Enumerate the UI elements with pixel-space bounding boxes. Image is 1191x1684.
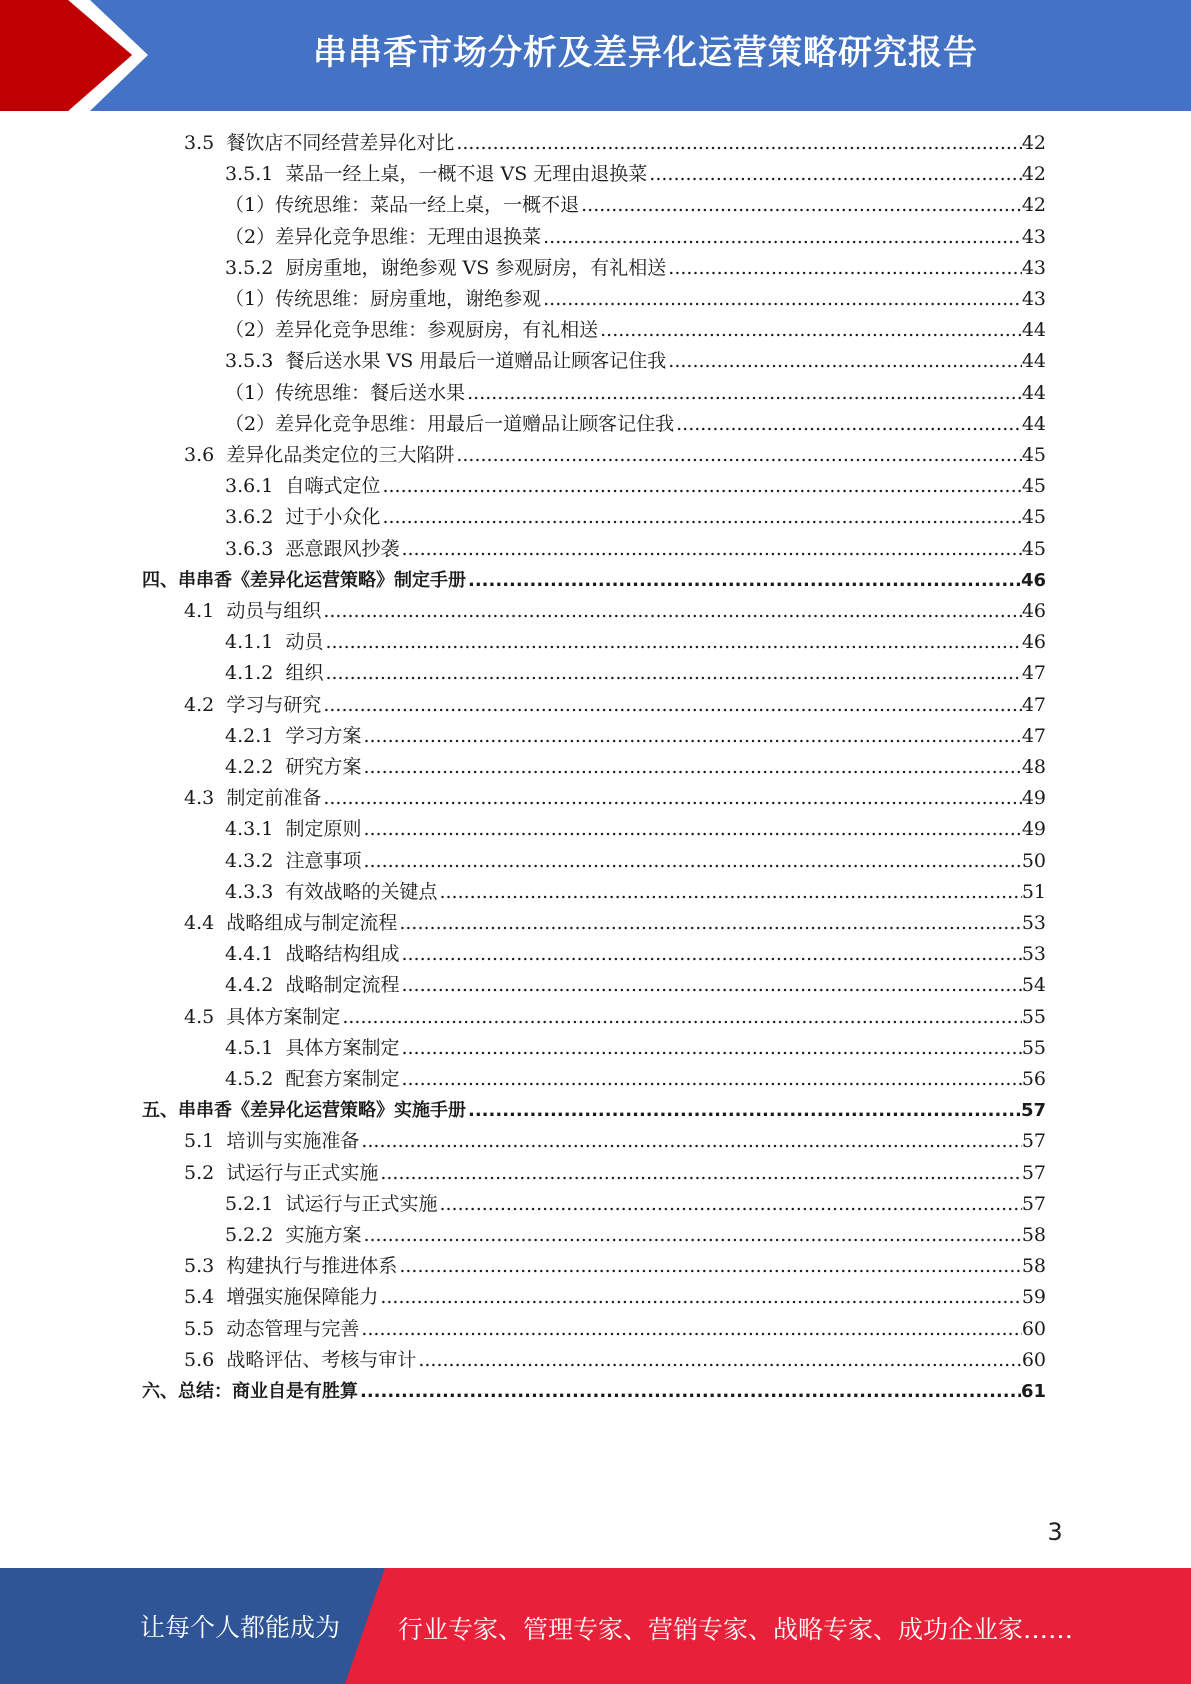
toc-entry-number: 4.3.2 (225, 849, 274, 872)
toc-entry[interactable] (225, 315, 1046, 346)
toc-entry-gap (273, 939, 285, 970)
toc-dot-leader (454, 440, 1021, 471)
toc-entry-gap (273, 877, 285, 908)
toc-entry-page: 59 (1021, 1286, 1046, 1309)
toc-entry-title: 战略结构组成 (285, 943, 400, 966)
toc-dot-leader (541, 222, 1022, 253)
toc-entry-title: 过于小众化 (285, 506, 381, 529)
toc-entry-page: 45 (1021, 444, 1046, 466)
toc-entry-page: 57 (1021, 1130, 1046, 1153)
toc-entry-page: 47 (1021, 724, 1046, 747)
toc-entry-page: 42 (1021, 132, 1046, 154)
toc-entry-page: 50 (1021, 849, 1046, 872)
toc-entry[interactable] (225, 1064, 1046, 1095)
toc-dot-leader (647, 159, 1022, 190)
toc-entry-gap (273, 253, 285, 284)
toc-entry-number: 4.3.3 (225, 880, 274, 903)
toc-entry-title: 动态管理与完善 (226, 1317, 360, 1340)
toc-entry-page: 55 (1021, 1036, 1046, 1059)
toc-entry-page: 44 (1021, 350, 1046, 373)
toc-entry-gap (214, 596, 226, 627)
toc-dot-leader (666, 346, 1022, 377)
toc-entry[interactable] (225, 814, 1046, 845)
toc-entry-title: 恶意跟风抄袭 (285, 537, 400, 560)
toc-entry[interactable] (184, 1126, 1046, 1157)
toc-entry-gap (273, 534, 285, 565)
toc-entry-title: 餐饮店不同经营差异化对比 (226, 132, 455, 154)
toc-entry-page: 60 (1021, 1317, 1046, 1340)
toc-entry-page: 43 (1021, 225, 1046, 248)
toc-entry[interactable] (225, 502, 1046, 533)
toc-entry-page: 45 (1021, 506, 1046, 529)
toc-dot-leader (541, 284, 1022, 315)
toc-entry-title: 学习与研究 (226, 693, 322, 716)
toc-entry-gap (214, 1126, 226, 1157)
toc-entry-page: 44 (1021, 381, 1046, 404)
toc-entry[interactable] (225, 1220, 1046, 1251)
toc-entry-number: 五、 (142, 1100, 178, 1122)
toc-entry-page: 51 (1021, 880, 1046, 903)
toc-entry-number: （1） (225, 194, 276, 217)
toc-entry[interactable] (225, 752, 1046, 783)
toc-entry-title: 战略制定流程 (285, 974, 400, 997)
toc-dot-leader (359, 1126, 1021, 1157)
toc-entry-title: 动员 (285, 631, 324, 654)
toc-entry-number: 3.6.3 (225, 537, 274, 560)
toc-entry-number: 3.6.1 (225, 475, 274, 498)
toc-entry[interactable] (184, 440, 1046, 471)
toc-entry-gap (214, 1345, 226, 1376)
toc-entry-gap (214, 128, 226, 159)
toc-entry-number: 3.5 (184, 132, 215, 154)
toc-entry[interactable] (184, 1158, 1046, 1189)
toc-entry-page: 48 (1021, 756, 1046, 778)
toc-dot-leader (465, 378, 1022, 409)
toc-entry-page: 44 (1021, 412, 1046, 435)
toc-entry-number: 四、 (142, 569, 178, 591)
toc-entry-title: 注意事项 (285, 849, 362, 872)
toc-entry-page: 58 (1021, 1224, 1046, 1246)
toc-dot-leader (361, 1220, 1021, 1251)
toc-entry[interactable] (184, 128, 1046, 159)
toc-entry[interactable] (184, 783, 1046, 814)
toc-entry-page: 47 (1021, 662, 1046, 685)
toc-entry[interactable] (184, 596, 1046, 627)
toc-dot-leader (399, 1064, 1021, 1095)
toc-entry-number: 3.6 (184, 444, 215, 466)
toc-entry-number: 4.4.2 (225, 974, 274, 997)
toc-entry[interactable] (225, 409, 1046, 440)
toc-entry-title: 培训与实施准备 (226, 1130, 360, 1153)
toc-entry-number: 4.4 (184, 912, 215, 934)
toc-entry-number: 4.4.1 (225, 943, 274, 966)
toc-entry-gap (273, 721, 285, 752)
toc-entry[interactable] (225, 190, 1046, 221)
toc-entry[interactable] (225, 284, 1046, 315)
toc-dot-leader (358, 1376, 1021, 1407)
toc-entry-page: 57 (1020, 1100, 1046, 1122)
toc-entry-number: 4.5.2 (225, 1068, 274, 1090)
toc-entry-page: 53 (1021, 912, 1046, 934)
toc-entry[interactable] (225, 471, 1046, 502)
toc-entry-page: 46 (1021, 600, 1046, 622)
footer-slogan-left: 让每个人都能成为 (140, 1613, 341, 1642)
toc-dot-leader (321, 690, 1021, 721)
toc-entry-number: 六、 (142, 1381, 178, 1402)
toc-entry[interactable] (184, 1002, 1046, 1033)
toc-entry-number: 5.4 (184, 1286, 215, 1309)
toc-entry-page: 53 (1021, 943, 1046, 966)
toc-entry-title: 差异化品类定位的三大陷阱 (226, 444, 455, 466)
toc-dot-leader (321, 596, 1021, 627)
toc-entry-title: 总结：商业自是有胜算 (178, 1381, 358, 1402)
toc-entry-gap (273, 471, 285, 502)
toc-entry[interactable] (225, 534, 1046, 565)
toc-entry-title: 串串香《差异化运营策略》实施手册 (178, 1100, 466, 1122)
toc-entry-number: （1） (225, 288, 276, 310)
toc-entry-title: 串串香《差异化运营策略》制定手册 (178, 569, 466, 591)
toc-entry-title: 差异化竞争思维：参观厨房，有礼相送 (275, 319, 599, 342)
toc-entry-gap (273, 1189, 285, 1220)
toc-entry-page: 55 (1021, 1005, 1046, 1028)
toc-entry-number: 4.3.1 (225, 818, 274, 841)
toc-entry-page: 61 (1020, 1381, 1046, 1402)
toc-entry[interactable] (184, 1345, 1046, 1376)
toc-entry-title: 具体方案制定 (226, 1005, 341, 1028)
toc-entry-gap (273, 502, 285, 533)
toc-entry-gap (273, 970, 285, 1001)
toc-entry-number: 3.6.2 (225, 506, 274, 529)
toc-entry[interactable] (142, 1376, 1046, 1407)
toc-entry-title: 具体方案制定 (285, 1036, 400, 1059)
toc-dot-leader (361, 752, 1021, 783)
toc-entry-number: （2） (225, 412, 276, 435)
toc-entry[interactable] (225, 846, 1046, 877)
page-number: 3 (1047, 1518, 1063, 1546)
toc-entry-number: （2） (225, 319, 276, 342)
toc-entry[interactable] (225, 939, 1046, 970)
toc-entry[interactable] (225, 721, 1046, 752)
document-title: 串串香市场分析及差异化运营策略研究报告 (313, 33, 978, 73)
toc-entry-gap (273, 627, 285, 658)
toc-entry-title: 战略评估、考核与审计 (226, 1348, 417, 1371)
toc-entry-gap (273, 1033, 285, 1064)
toc-entry-number: 3.5.3 (225, 350, 274, 373)
toc-entry[interactable] (225, 159, 1046, 190)
toc-entry-number: 4.2 (184, 693, 215, 716)
toc-entry-number: 4.1.2 (225, 662, 274, 685)
toc-entry-title: 菜品一经上桌，一概不退 VS 无理由退换菜 (285, 163, 648, 186)
toc-entry-page: 57 (1021, 1192, 1046, 1215)
toc-entry-page: 49 (1021, 787, 1046, 810)
toc-entry-page: 49 (1021, 818, 1046, 841)
toc-entry-gap (214, 1282, 226, 1313)
toc-entry-gap (214, 783, 226, 814)
toc-dot-leader (321, 783, 1021, 814)
toc-entry-title: 制定原则 (285, 818, 362, 841)
toc-entry[interactable] (184, 690, 1046, 721)
toc-entry-number: 4.1 (184, 600, 215, 622)
toc-entry-gap (214, 690, 226, 721)
toc-entry-number: （2） (225, 225, 276, 248)
toc-entry-gap (273, 814, 285, 845)
toc-entry-title: 构建执行与推进体系 (226, 1255, 398, 1278)
toc-entry-number: 5.2 (184, 1161, 215, 1184)
toc-entry-gap (214, 1314, 226, 1345)
toc-entry-gap (214, 908, 226, 939)
toc-entry-title: 差异化竞争思维：无理由退换菜 (275, 225, 542, 248)
toc-entry-page: 47 (1021, 693, 1046, 716)
toc-entry-title: 自嗨式定位 (285, 475, 381, 498)
toc-dot-leader (361, 814, 1021, 845)
toc-entry-title: 传统思维：厨房重地，谢绝参观 (275, 288, 542, 310)
toc-dot-leader (378, 1158, 1021, 1189)
toc-entry[interactable] (184, 1282, 1046, 1313)
toc-dot-leader (380, 471, 1021, 502)
toc-entry-number: 4.5 (184, 1005, 215, 1028)
toc-entry-page: 43 (1021, 256, 1046, 279)
toc-entry-title: 传统思维：菜品一经上桌，一概不退 (275, 194, 580, 217)
toc-entry-gap (273, 1064, 285, 1095)
toc-entry[interactable] (225, 627, 1046, 658)
toc-entry-title: 试运行与正式实施 (226, 1161, 379, 1184)
toc-entry[interactable] (225, 253, 1046, 284)
toc-entry-number: （1） (225, 381, 276, 404)
toc-entry-title: 有效战略的关键点 (285, 880, 438, 903)
toc-dot-leader (323, 658, 1021, 689)
toc-entry-number: 4.5.1 (225, 1036, 274, 1059)
toc-dot-leader (399, 534, 1021, 565)
toc-entry-number: 4.3 (184, 787, 215, 810)
toc-dot-leader (397, 908, 1021, 939)
toc-entry[interactable] (142, 1095, 1046, 1126)
toc-entry-number: 5.2.1 (225, 1192, 274, 1215)
toc-entry-page: 46 (1021, 631, 1046, 654)
toc-entry-gap (214, 440, 226, 471)
toc-entry-number: 5.3 (184, 1255, 215, 1278)
toc-dot-leader (466, 1095, 1021, 1126)
toc-dot-leader (437, 1189, 1021, 1220)
toc-entry-title: 制定前准备 (226, 787, 322, 810)
toc-entry-gap (214, 1158, 226, 1189)
toc-entry-title: 学习方案 (285, 724, 362, 747)
toc-entry-gap (214, 1002, 226, 1033)
toc-entry[interactable] (184, 1314, 1046, 1345)
toc-entry-page: 54 (1021, 974, 1046, 997)
toc-entry-gap (214, 1251, 226, 1282)
toc-entry-page: 42 (1021, 163, 1046, 186)
toc-entry-gap (273, 752, 285, 783)
toc-entry[interactable] (225, 658, 1046, 689)
toc-entry-gap (273, 1220, 285, 1251)
toc-entry-title: 战略组成与制定流程 (226, 912, 398, 934)
toc-entry-gap (273, 658, 285, 689)
toc-entry[interactable] (184, 1251, 1046, 1282)
toc-entry[interactable] (225, 222, 1046, 253)
toc-entry-number: 4.2.2 (225, 756, 274, 778)
toc-entry-page: 44 (1021, 319, 1046, 342)
toc-entry-title: 餐后送水果 VS 用最后一道赠品让顾客记住我 (285, 350, 667, 373)
toc-entry[interactable] (225, 346, 1046, 377)
page-footer (0, 1568, 1191, 1684)
toc-entry-title: 增强实施保障能力 (226, 1286, 379, 1309)
toc-entry-gap (273, 846, 285, 877)
toc-dot-leader (397, 1251, 1021, 1282)
toc-entry-number: 4.1.1 (225, 631, 274, 654)
toc-entry-page: 42 (1021, 194, 1046, 217)
toc-entry-number: 3.5.1 (225, 163, 274, 186)
toc-entry-number: 5.5 (184, 1317, 215, 1340)
toc-entry-title: 配套方案制定 (285, 1068, 400, 1090)
toc-entry-page: 57 (1021, 1161, 1046, 1184)
toc-dot-leader (399, 939, 1021, 970)
page-header (0, 0, 1191, 111)
toc-dot-leader (323, 627, 1021, 658)
toc-entry-gap (273, 346, 285, 377)
toc-entry-number: 3.5.2 (225, 256, 274, 279)
toc-entry-number: 5.1 (184, 1130, 215, 1153)
toc-entry-page: 46 (1020, 569, 1046, 591)
toc-entry-title: 试运行与正式实施 (285, 1192, 438, 1215)
toc-dot-leader (437, 877, 1021, 908)
footer-slogan-right: 行业专家、管理专家、营销专家、战略专家、成功企业家…… (398, 1615, 1074, 1644)
toc-entry-page: 58 (1021, 1255, 1046, 1278)
toc-entry-title: 实施方案 (285, 1224, 362, 1246)
toc-entry-page: 43 (1021, 288, 1046, 310)
toc-dot-leader (399, 1033, 1021, 1064)
toc-dot-leader (666, 253, 1022, 284)
toc-dot-leader (598, 315, 1022, 346)
toc-dot-leader (340, 1002, 1021, 1033)
toc-entry-number: 5.6 (184, 1348, 215, 1371)
toc-dot-leader (416, 1345, 1021, 1376)
toc-entry-page: 45 (1021, 475, 1046, 498)
toc-entry-page: 45 (1021, 537, 1046, 560)
toc-entry-number: 5.2.2 (225, 1224, 274, 1246)
toc-entry[interactable] (184, 908, 1046, 939)
toc-entry-page: 60 (1021, 1348, 1046, 1371)
toc-entry-title: 组织 (285, 662, 324, 685)
toc-entry-title: 差异化竞争思维：用最后一道赠品让顾客记住我 (275, 412, 675, 435)
toc-entry-title: 厨房重地，谢绝参观 VS 参观厨房，有礼相送 (285, 256, 667, 279)
toc-entry-gap (273, 159, 285, 190)
toc-entry[interactable] (225, 970, 1046, 1001)
toc-dot-leader (361, 846, 1021, 877)
toc-dot-leader (579, 190, 1022, 221)
toc-dot-leader (399, 970, 1021, 1001)
toc-entry-page: 56 (1021, 1068, 1046, 1090)
toc-entry-title: 研究方案 (285, 756, 362, 778)
toc-entry[interactable] (225, 378, 1046, 409)
toc-dot-leader (361, 721, 1021, 752)
toc-dot-leader (380, 502, 1021, 533)
toc-dot-leader (466, 565, 1021, 596)
toc-entry[interactable] (142, 565, 1046, 596)
toc-dot-leader (674, 409, 1022, 440)
toc-dot-leader (378, 1282, 1021, 1313)
toc-dot-leader (454, 128, 1021, 159)
toc-entry[interactable] (225, 877, 1046, 908)
toc-entry-title: 传统思维：餐后送水果 (275, 381, 466, 404)
toc-entry[interactable] (225, 1189, 1046, 1220)
toc-dot-leader (359, 1314, 1021, 1345)
toc-entry[interactable] (225, 1033, 1046, 1064)
toc-entry-number: 4.2.1 (225, 724, 274, 747)
toc-entry-title: 动员与组织 (226, 600, 322, 622)
